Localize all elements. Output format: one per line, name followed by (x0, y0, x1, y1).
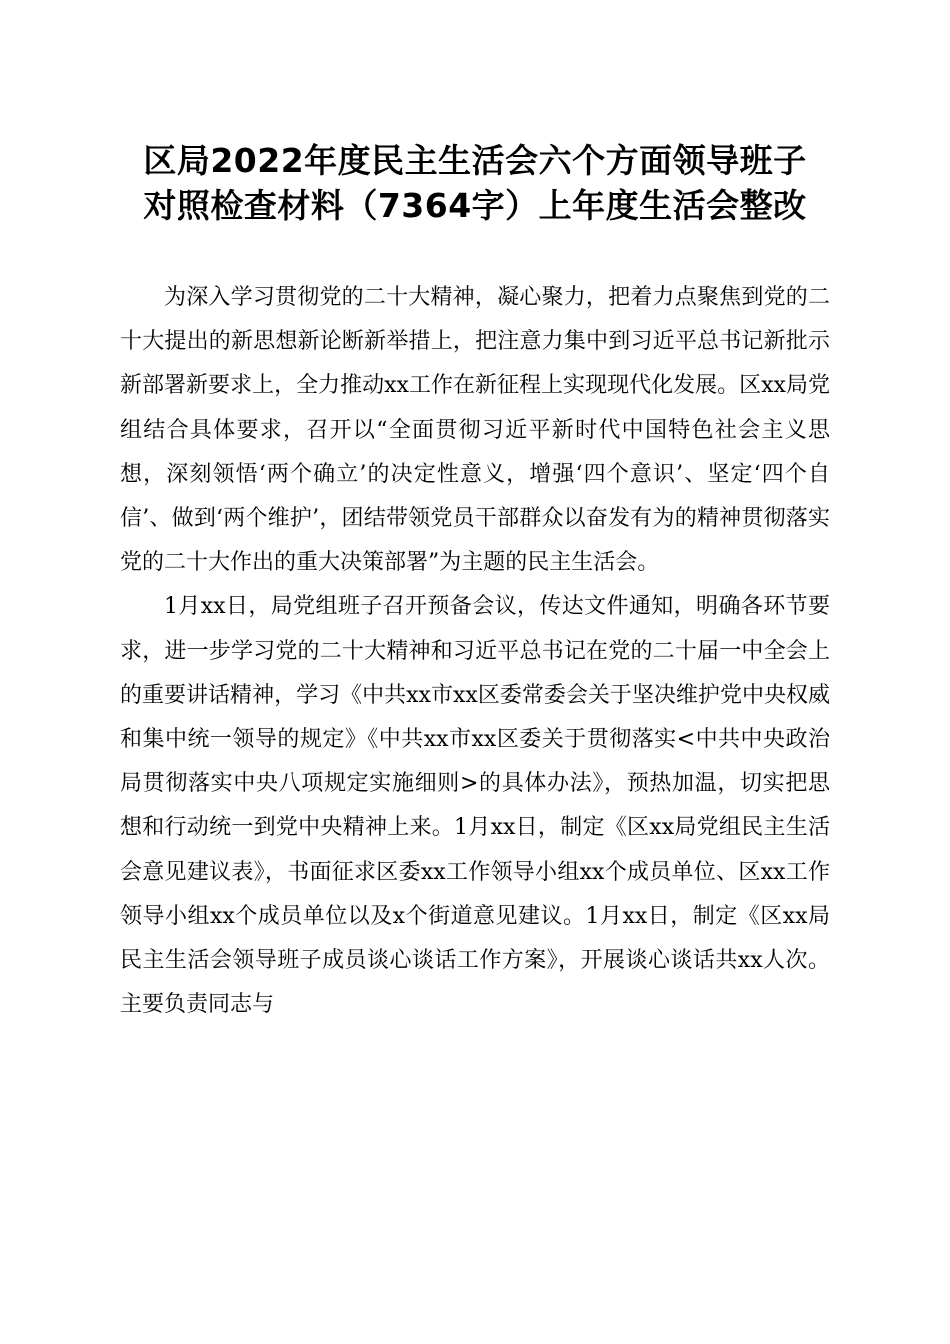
document-title (100, 138, 850, 228)
paragraph-preparation: 1月xx日，局党组班子召开预备会议，传达文件通知，明确各环节要求，进一步学习党的二十大精神和习近平总书记在党的二十届一中全会上的重要讲话精神，学习《中共xx市xx区委常委会关于坚决维护党中央权威和集中统一领导的规定》《中共xx市xx区委关于贯彻落实<中共中央政治局贯彻落实中央八项规定实施细则>的具体办法》，预热加温，切实把思想和行动统一到党中央精神上来。1月xx日，制定《区xx局党组民主生活会意见建议表》，书面征求区委xx工作领导小组xx个成员单位、区xx工作领导小组xx个成员单位以及x个街道意见建议。1月xx日，制定《区xx局民主生活会领导班子成员谈心谈话工作方案》，开展谈心谈话共xx人次。主要负责同志与 (120, 594, 830, 1018)
document-body (120, 276, 830, 1027)
title-line-1: 区局2022年度民主生活会六个方面领导班子 (143, 141, 807, 180)
paragraph-intro: 为深入学习贯彻党的二十大精神，凝心聚力，把着力点聚焦到党的二十大提出的新思想新论断新举措上，把注意力集中到习近平总书记新批示新部署新要求上，全力推动xx工作在新征程上实现现代化发展。区xx局党组结合具体要求，召开以“全面贯彻习近平新时代中国特色社会主义思想，深刻领悟‘两个确立’的决定性意义，增强‘四个意识’、坚定‘四个自信’、做到‘两个维护’，团结带领党员干部群众以奋发有为的精神贯彻落实党的二十大作出的重大决策部署”为主题的民主生活会。 (120, 285, 830, 576)
title-line-2: 对照检查材料（7364字）上年度生活会整改 (143, 186, 807, 225)
